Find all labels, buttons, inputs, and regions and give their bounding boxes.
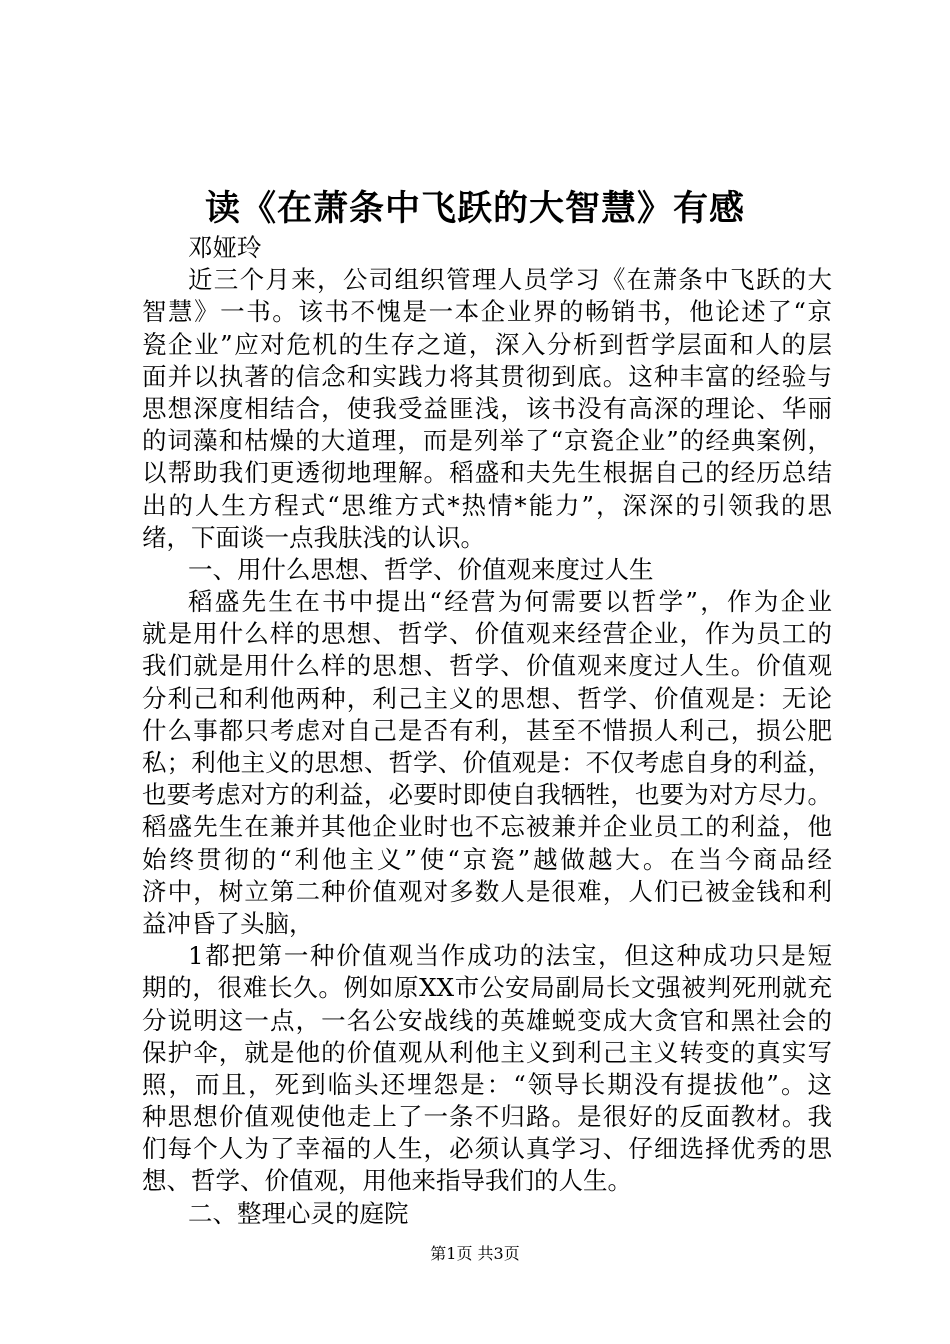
paragraph-line: 就是用什么样的思想、哲学、价值观来经营企业，作为员工的 [142, 619, 832, 649]
paragraph-line: 分利己和利他两种，利己主义的思想、哲学、价值观是：无论 [142, 683, 832, 713]
document-title: 读《在萧条中飞跃的大智慧》有感 [204, 188, 745, 229]
paragraph-line: 我们就是用什么样的思想、哲学、价值观来度过人生。价值观 [142, 651, 832, 681]
paragraph-line: 近三个月来，公司组织管理人员学习《在萧条中飞跃的大 [188, 265, 832, 295]
paragraph-line: 瓷企业”应对危机的生存之道，深入分析到哲学层面和人的层 [142, 329, 832, 359]
paragraph-line: 始终贯彻的“利他主义”使“京瓷”越做越大。在当今商品经 [142, 844, 832, 874]
paragraph-line: 们每个人为了幸福的人生，必须认真学习、仔细选择优秀的思 [142, 1134, 832, 1164]
paragraph-line: 以帮助我们更透彻地理解。稻盛和夫先生根据自己的经历总结 [142, 458, 832, 488]
paragraph-line: 保护伞，就是他的价值观从利他主义到利己主义转变的真实写 [142, 1037, 832, 1067]
paragraph-line: 1都把第一种价值观当作成功的法宝，但这种成功只是短 [188, 941, 832, 971]
paragraph-line: 绪，下面谈一点我肤浅的认识。 [142, 522, 485, 552]
paragraph-line: 种思想价值观使他走上了一条不归路。是很好的反面教材。我 [142, 1102, 832, 1132]
document-body [142, 232, 832, 1230]
paragraph-line: 济中，树立第二种价值观对多数人是很难，人们已被金钱和利 [142, 876, 832, 906]
page-footer: 第1页 共3页 [430, 1244, 520, 1263]
paragraph-line: 稻盛先生在兼并其他企业时也不忘被兼并企业员工的利益，他 [142, 812, 832, 842]
author-name: 邓娅玲 [188, 233, 262, 262]
paragraph-line: 思想深度相结合，使我受益匪浅，该书没有高深的理论、华丽 [142, 393, 832, 423]
paragraph-line: 智慧》一书。该书不愧是一本企业界的畅销书，他论述了“京 [142, 297, 832, 327]
paragraph-line: 什么事都只考虑对自己是否有利，甚至不惜损人利己，损公肥 [142, 715, 832, 745]
paragraph-line: 面并以执著的信念和实践力将其贯彻到底。这种丰富的经验与 [142, 361, 832, 391]
section-heading: 二、整理心灵的庭院 [188, 1198, 409, 1228]
paragraph-line: 的词藻和枯燥的大道理，而是列举了“京瓷企业”的经典案例， [142, 426, 832, 456]
paragraph-line: 想、哲学、价值观，用他来指导我们的人生。 [142, 1166, 632, 1196]
paragraph-line: 期的，很难长久。例如原XX市公安局副局长文强被判死刑就充 [142, 973, 832, 1003]
paragraph-line: 稻盛先生在书中提出“经营为何需要以哲学”，作为企业 [188, 587, 832, 617]
paragraph-line: 也要考虑对方的利益，必要时即使自我牺牲，也要为对方尽力。 [142, 780, 832, 810]
paragraph-line: 益冲昏了头脑， [142, 908, 314, 938]
paragraph-line: 照，而且，死到临头还埋怨是：“领导长期没有提拔他”。这 [142, 1069, 832, 1099]
paragraph-line: 分说明这一点，一名公安战线的英雄蜕变成大贪官和黑社会的 [142, 1005, 832, 1035]
section-heading: 一、用什么思想、哲学、价值观来度过人生 [188, 554, 654, 584]
paragraph-line: 出的人生方程式“思维方式*热情*能力”，深深的引领我的思 [142, 490, 832, 520]
paragraph-line: 私；利他主义的思想、哲学、价值观是：不仅考虑自身的利益， [142, 748, 832, 777]
